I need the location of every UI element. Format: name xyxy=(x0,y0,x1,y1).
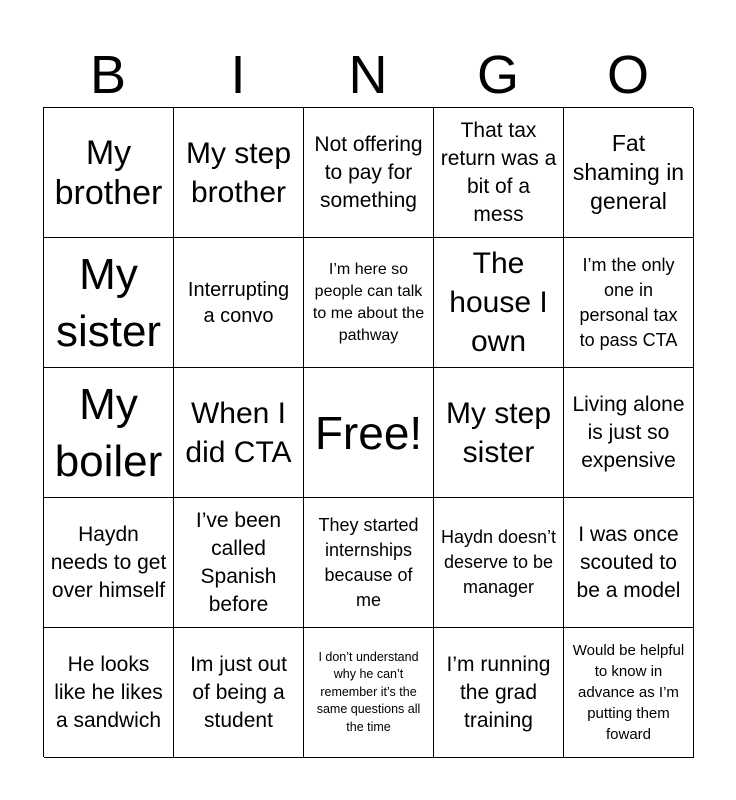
bingo-cell[interactable] xyxy=(174,628,304,758)
header-letter-g: G xyxy=(476,45,519,105)
cell-text: I’ve been called Spanish before xyxy=(195,508,282,616)
bingo-cell[interactable] xyxy=(564,108,694,238)
cell-text: Not offering to pay for something xyxy=(314,132,423,212)
bingo-cell[interactable] xyxy=(174,368,304,498)
bingo-cell[interactable] xyxy=(304,238,434,368)
cell-text: Haydn doesn’t deserve to be manager xyxy=(440,527,557,597)
cell-text: I don’t understand why he can’t remember it’s the same questions all the time xyxy=(316,649,421,734)
header-letter-i: I xyxy=(230,45,246,105)
bingo-cell[interactable] xyxy=(434,498,564,628)
cell-text: Im just out of being a student xyxy=(190,652,287,732)
free-space[interactable] xyxy=(304,368,434,498)
cell-text: He looks like he likes a sandwich xyxy=(54,652,163,732)
bingo-cell[interactable] xyxy=(434,238,564,368)
bingo-cell[interactable] xyxy=(44,238,174,368)
header-letter-o: O xyxy=(606,45,649,105)
cell-text: That tax return was a bit of a mess xyxy=(440,118,557,226)
cell-text: I’m here so people can talk to me about the pathway xyxy=(312,260,425,344)
cell-text: Interrupting a convo xyxy=(187,278,290,327)
bingo-header xyxy=(43,42,693,108)
bingo-cell[interactable] xyxy=(44,368,174,498)
header-letter-b: B xyxy=(89,45,127,105)
cell-text: Fat shaming in general xyxy=(572,130,685,214)
bingo-cell[interactable] xyxy=(434,108,564,238)
cell-text: My step brother xyxy=(185,136,292,209)
bingo-cell[interactable] xyxy=(564,238,694,368)
cell-text: Would be helpful to know in advance as I’m putting them foward xyxy=(572,642,685,743)
cell-text: They started internships because of me xyxy=(318,514,419,610)
bingo-cell[interactable] xyxy=(174,498,304,628)
cell-text: I’m running the grad training xyxy=(446,652,551,732)
cell-text: The house I own xyxy=(449,247,548,358)
cell-text: When I did CTA xyxy=(185,396,292,469)
free-space-label: Free! xyxy=(314,406,423,459)
bingo-cell[interactable] xyxy=(304,628,434,758)
bingo-cell[interactable] xyxy=(174,238,304,368)
bingo-board xyxy=(43,107,693,757)
cell-text: My step sister xyxy=(445,396,552,469)
cell-text: My sister xyxy=(55,249,162,356)
cell-text: I’m the only one in personal tax to pass CTA xyxy=(579,254,678,350)
bingo-cell[interactable] xyxy=(44,498,174,628)
header-letter-n: N xyxy=(348,45,388,105)
cell-text: My brother xyxy=(54,133,163,212)
bingo-cell[interactable] xyxy=(564,368,694,498)
cell-text: My boiler xyxy=(54,379,163,486)
bingo-cell[interactable] xyxy=(304,108,434,238)
bingo-cell[interactable] xyxy=(434,628,564,758)
cell-text: I was once scouted to be a model xyxy=(576,522,681,602)
cell-text: Haydn needs to get over himself xyxy=(50,522,167,602)
bingo-cell[interactable] xyxy=(564,628,694,758)
bingo-cell[interactable] xyxy=(564,498,694,628)
bingo-cell[interactable] xyxy=(44,628,174,758)
bingo-cell[interactable] xyxy=(434,368,564,498)
bingo-cell[interactable] xyxy=(44,108,174,238)
cell-text: Living alone is just so expensive xyxy=(572,392,685,472)
bingo-cell[interactable] xyxy=(174,108,304,238)
bingo-cell[interactable] xyxy=(304,498,434,628)
